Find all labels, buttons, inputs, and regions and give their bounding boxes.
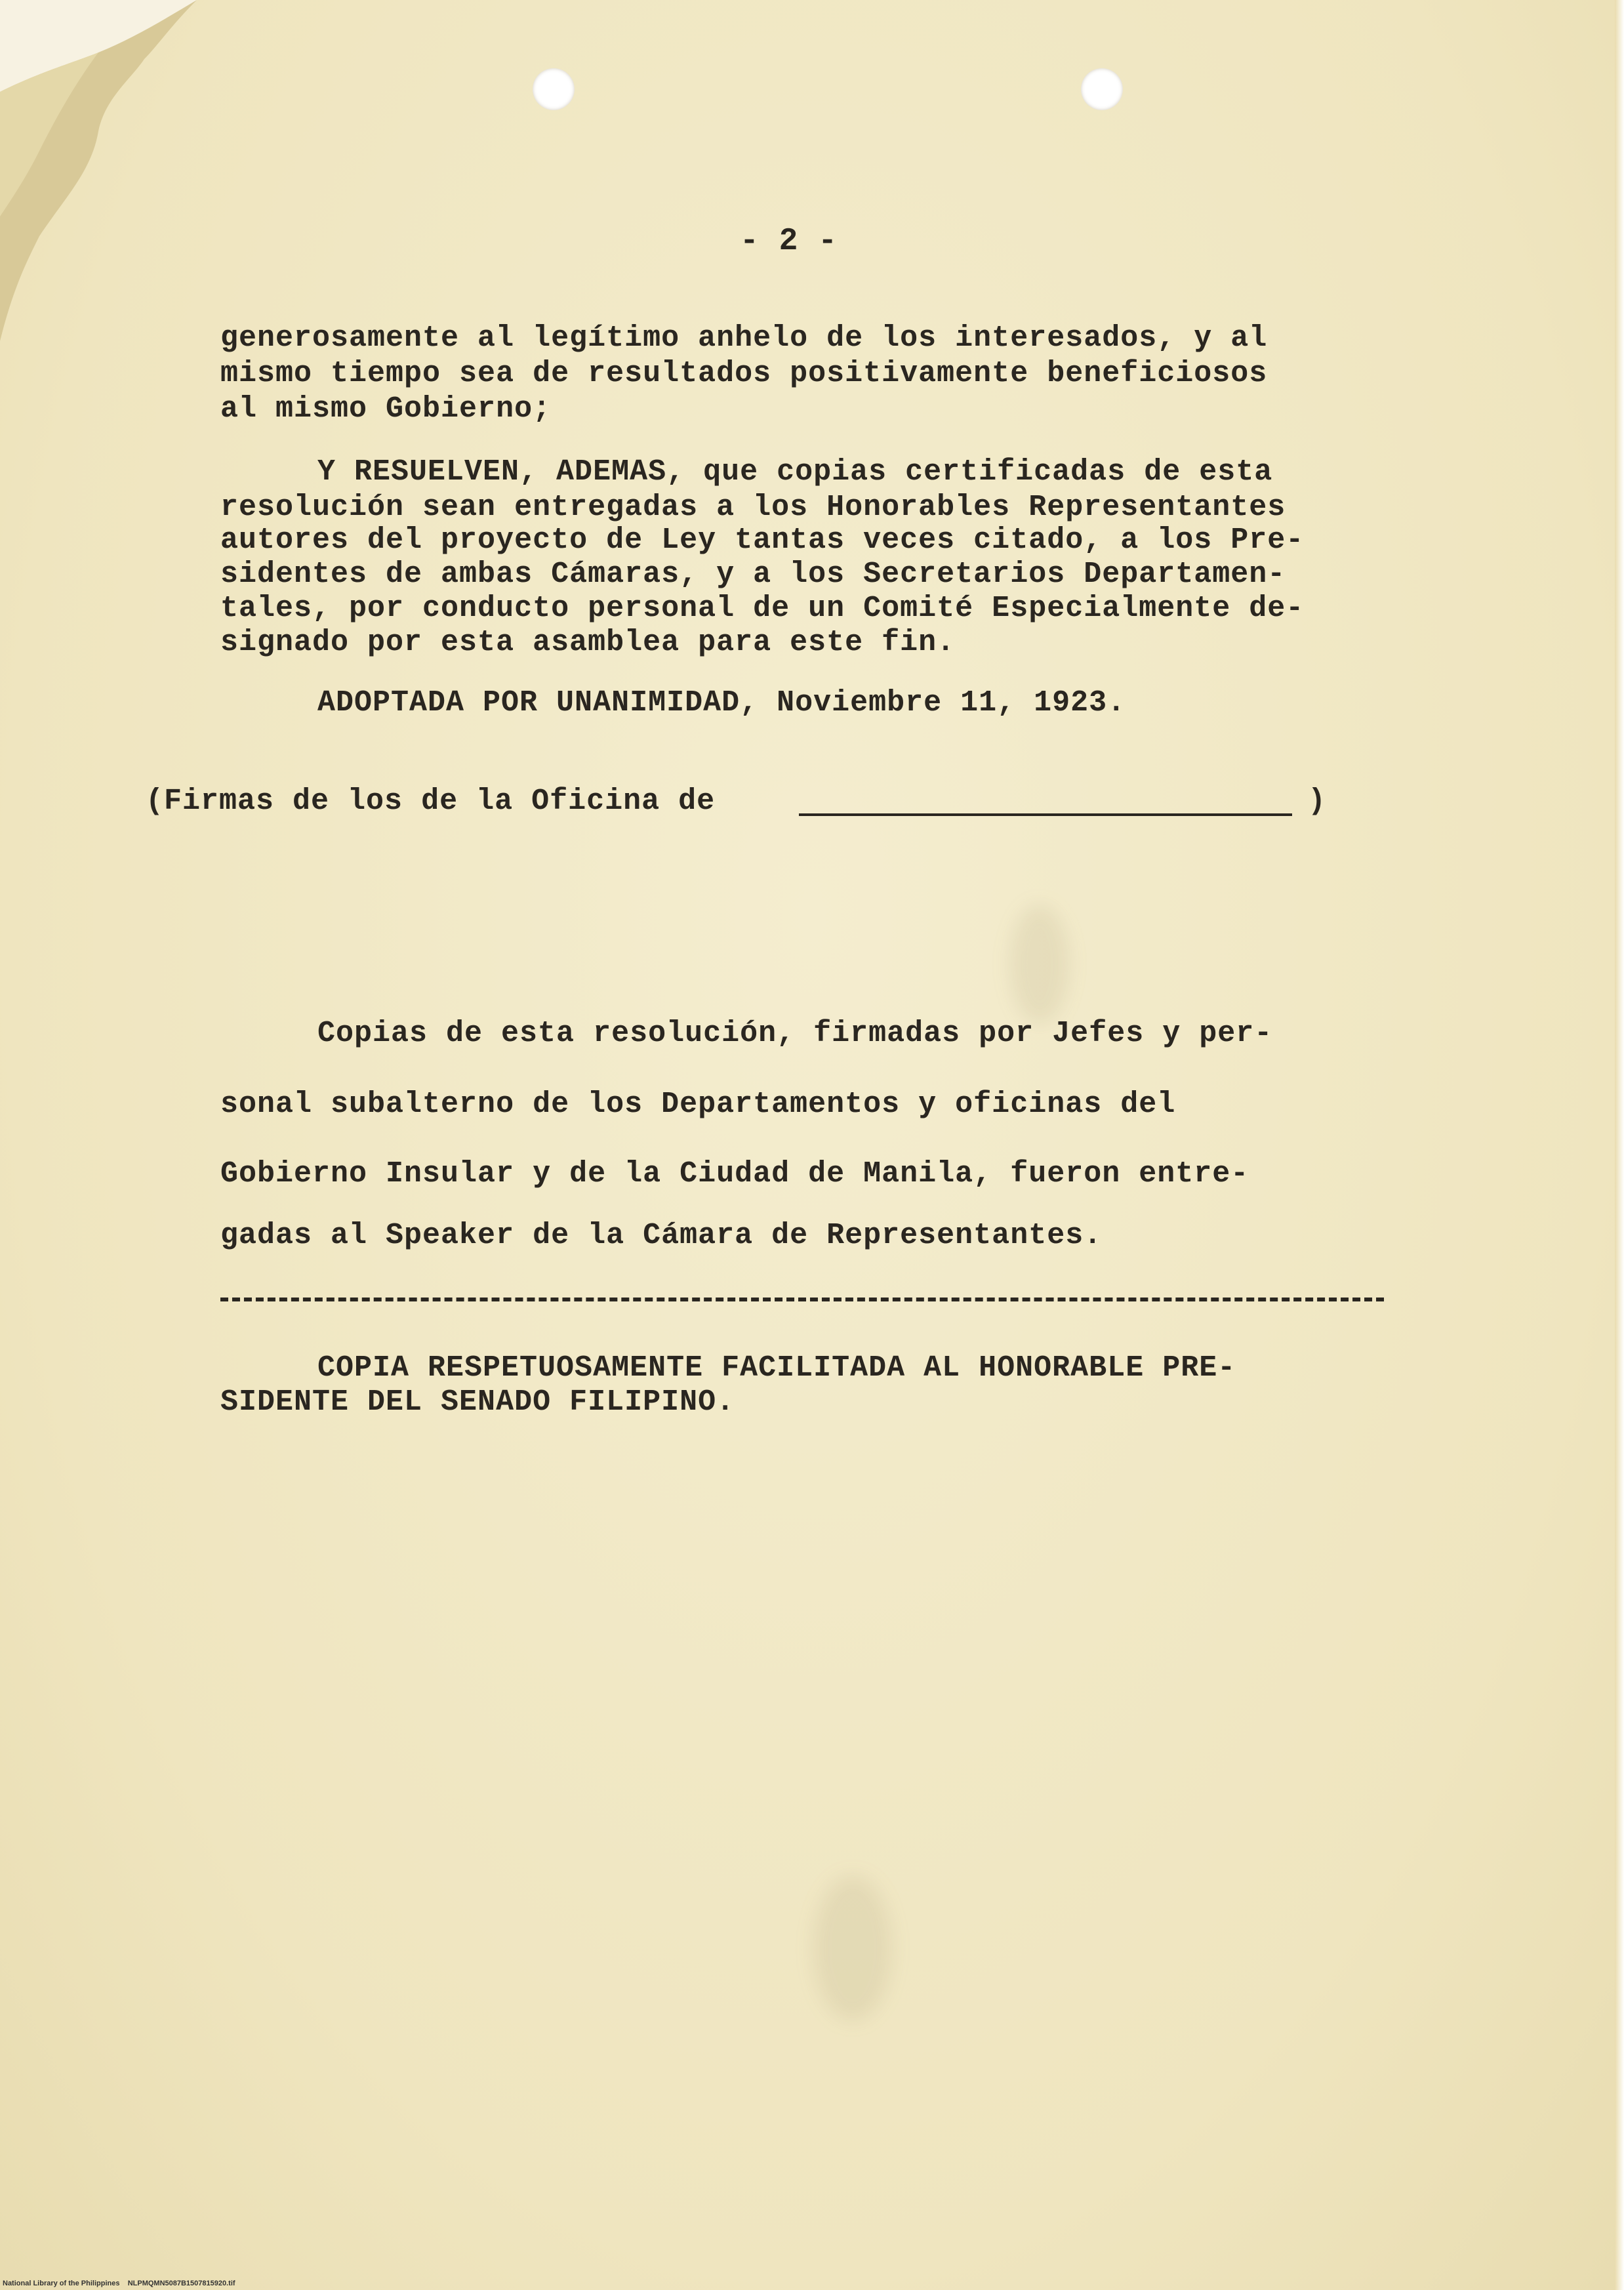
paragraph-1-line: generosamente al legítimo anhelo de los interesados, y al <box>220 321 1268 355</box>
paragraph-2-line: signado por esta asamblea para este fin. <box>220 626 956 659</box>
paragraph-2-line: autores del proyecto de Ley tantas veces citado, a los Pre- <box>220 523 1305 557</box>
paragraph-2-line: resolución sean entregadas a los Honorables Representantes <box>220 491 1286 524</box>
paragraph-2-line: tales, por conducto personal de un Comité Especialmente de- <box>220 592 1305 625</box>
adoption-line: ADOPTADA POR UNANIMIDAD, Noviembre 11, 1923. <box>317 686 1126 720</box>
paragraph-1-line: mismo tiempo sea de resultados positivamente beneficiosos <box>220 357 1268 390</box>
torn-corner <box>0 0 236 341</box>
paragraph-3-line: gadas al Speaker de la Cámara de Representantes. <box>220 1219 1103 1252</box>
signature-blank-line <box>799 813 1292 816</box>
page-edge <box>1615 0 1624 2290</box>
closing-note-line: SIDENTE DEL SENADO FILIPINO. <box>220 1385 735 1419</box>
punch-hole-right <box>1081 68 1123 110</box>
dashed-divider <box>220 1298 1384 1301</box>
paragraph-2-line: sidentes de ambas Cámaras, y a los Secretarios Departamen- <box>220 558 1286 591</box>
closing-note-line: COPIA RESPETUOSAMENTE FACILITADA AL HONORABLE PRE- <box>317 1351 1236 1385</box>
signatures-label: (Firmas de los de la Oficina de <box>146 785 716 818</box>
paragraph-3-line: Gobierno Insular y de la Ciudad de Manila, fueron entre- <box>220 1157 1249 1191</box>
paragraph-2-line: Y RESUELVEN, ADEMAS, que copias certificadas de esta <box>317 455 1273 489</box>
paragraph-1-line: al mismo Gobierno; <box>220 392 552 426</box>
paragraph-3-line: sonal subalterno de los Departamentos y oficinas del <box>220 1088 1176 1121</box>
signatures-closing: ) <box>1308 785 1327 818</box>
smudge <box>1010 905 1069 1023</box>
smudge <box>813 1876 892 2020</box>
archive-footer: National Library of the Philippines NLPMQMN5087B1507815920.tif <box>3 2280 235 2287</box>
page-number: - 2 - <box>740 224 838 259</box>
paragraph-3-line: Copias de esta resolución, firmadas por Jefes y per- <box>317 1017 1273 1050</box>
punch-hole-left <box>533 68 575 110</box>
